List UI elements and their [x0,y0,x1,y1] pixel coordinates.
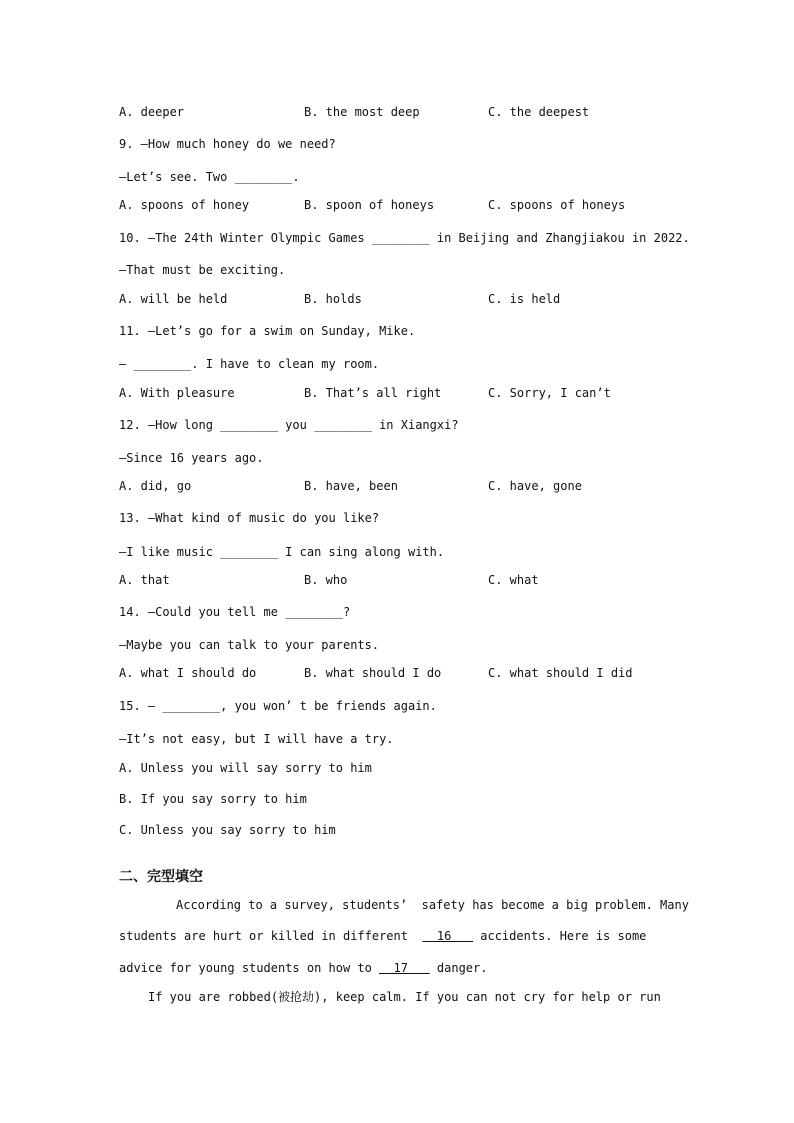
q9-option-a[interactable]: A. spoons of honey [119,198,250,212]
q13-options [119,573,739,589]
passage-line-3-start: advice for young students on how to [119,961,380,975]
blank-17[interactable]: 17 [379,961,430,975]
q8-option-a[interactable]: A. deeper [119,105,185,119]
q11-options [119,386,739,402]
q10-options [119,292,739,308]
q10-option-b[interactable]: B. holds [304,292,362,306]
passage-line-3 [119,960,487,976]
q14-option-c[interactable]: C. what should I did [488,666,633,680]
q9-options [119,198,739,214]
q11-option-c[interactable]: C. Sorry, I can’t [488,386,611,400]
q12-stem: 12. —How long ________ you ________ in Xiangxi? [119,418,459,432]
q14-options [119,666,739,682]
passage-line-1: According to a survey, students’ safety has become a big problem. Many [176,898,689,912]
passage-line-2-start: students are hurt or killed in different [119,929,423,943]
passage-line-3-end: danger. [429,961,488,975]
q14-reply: —Maybe you can talk to your parents. [119,638,380,652]
passage-line-2 [119,928,646,944]
q14-option-a[interactable]: A. what I should do [119,666,257,680]
q9-reply: —Let’s see. Two ________. [119,170,300,184]
q8-options [119,105,739,121]
q11-stem: 11. —Let’s go for a swim on Sunday, Mike. [119,324,416,338]
q8-option-b[interactable]: B. the most deep [304,105,420,119]
q14-stem: 14. —Could you tell me ________? [119,605,351,619]
passage-line-4: If you are robbed(被抢劫), keep calm. If you can not cry for help or run [148,990,661,1004]
q9-stem: 9. —How much honey do we need? [119,137,336,151]
q10-option-c[interactable]: C. is held [488,292,561,306]
section-heading-cloze: 二、完型填空 [119,869,203,885]
q11-option-b[interactable]: B. That’s all right [304,386,442,400]
q13-option-c[interactable]: C. what [488,573,539,587]
q13-option-b[interactable]: B. who [304,573,348,587]
q10-option-a[interactable]: A. will be held [119,292,228,306]
q12-option-a[interactable]: A. did, go [119,479,192,493]
q10-stem: 10. —The 24th Winter Olympic Games ________ in Beijing and Zhangjiakou in 2022. [119,231,690,245]
q11-reply: — ________. I have to clean my room. [119,357,380,371]
q8-option-c[interactable]: C. the deepest [488,105,590,119]
q13-reply: —I like music ________ I can sing along with. [119,545,445,559]
q15-option-a[interactable]: A. Unless you will say sorry to him [119,761,372,775]
q10-reply: —That must be exciting. [119,263,286,277]
q11-option-a[interactable]: A. With pleasure [119,386,235,400]
q12-option-b[interactable]: B. have, been [304,479,398,493]
q15-reply: —It’s not easy, but I will have a try. [119,732,394,746]
q13-stem: 13. —What kind of music do you like? [119,511,380,525]
q12-option-c[interactable]: C. have, gone [488,479,582,493]
q15-option-b[interactable]: B. If you say sorry to him [119,792,307,806]
passage-line-2-end: accidents. Here is some [473,929,647,943]
q12-reply: —Since 16 years ago. [119,451,264,465]
q14-option-b[interactable]: B. what should I do [304,666,442,680]
q13-option-a[interactable]: A. that [119,573,170,587]
q15-option-c[interactable]: C. Unless you say sorry to him [119,823,336,837]
q9-option-c[interactable]: C. spoons of honeys [488,198,626,212]
q12-options [119,479,739,495]
q9-option-b[interactable]: B. spoon of honeys [304,198,435,212]
blank-16[interactable]: 16 [422,929,474,943]
q15-stem: 15. — ________, you won’ t be friends again. [119,699,437,713]
